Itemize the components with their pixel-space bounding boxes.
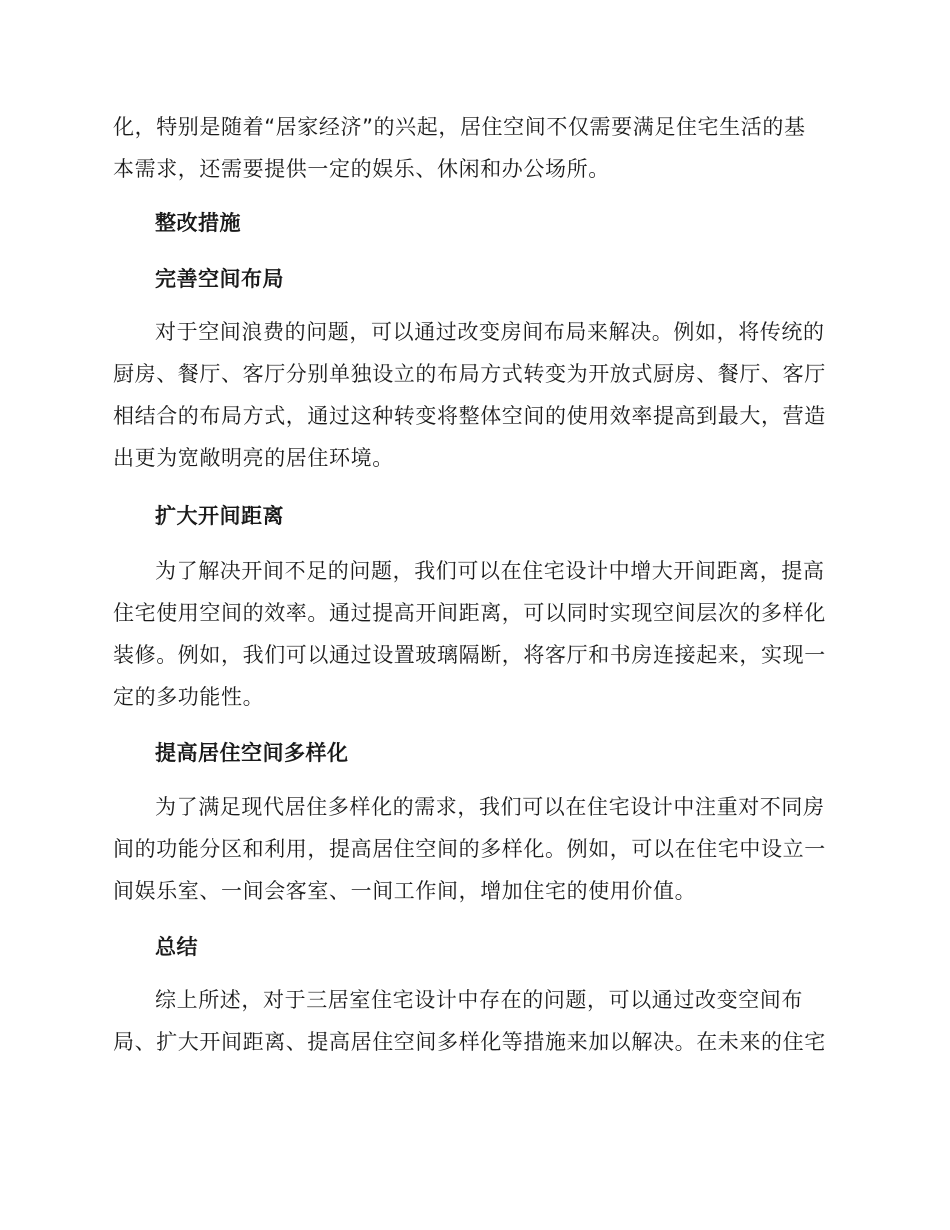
intro-paragraph	[113, 106, 833, 190]
paragraph-line: 对于空间浪费的问题，可以通过改变房间布局来解决。例如，将传统的	[155, 320, 825, 344]
paragraph-line: 为了解决开间不足的问题，我们可以在住宅设计中增大开间距离，提高	[155, 559, 825, 583]
paragraph-line: 装修。例如，我们可以通过设置玻璃隔断，将客厅和书房连接起来，实现一	[113, 643, 826, 667]
layout-paragraph	[113, 311, 833, 479]
diversity-paragraph	[113, 786, 833, 912]
width-paragraph	[113, 550, 833, 718]
paragraph-line: 局、扩大开间距离、提高居住空间多样化等措施来加以解决。在未来的住宅	[113, 1030, 826, 1054]
subsection-heading-layout: 完善空间布局	[155, 267, 284, 291]
paragraph-line: 厨房、餐厅、客厅分别单独设立的布局方式转变为开放式厨房、餐厅、客厅	[113, 362, 826, 386]
paragraph-line: 定的多功能性。	[113, 685, 265, 709]
paragraph-line: 出更为宽敞明亮的居住环境。	[113, 446, 394, 470]
paragraph-line: 住宅使用空间的效率。通过提高开间距离，可以同时实现空间层次的多样化	[113, 601, 826, 625]
paragraph-line: 为了满足现代居住多样化的需求，我们可以在住宅设计中注重对不同房	[155, 795, 825, 819]
section-heading-summary: 总结	[155, 935, 198, 959]
paragraph-line: 间娱乐室、一间会客室、一间工作间，增加住宅的使用价值。	[113, 879, 697, 903]
paragraph-line: 相结合的布局方式，通过这种转变将整体空间的使用效率提高到最大，营造	[113, 404, 826, 428]
paragraph-line: 综上所述，对于三居室住宅设计中存在的问题，可以通过改变空间布	[155, 988, 803, 1012]
paragraph-line: 间的功能分区和利用，提高居住空间的多样化。例如，可以在住宅中设立一	[113, 837, 826, 861]
paragraph-line: 化，特别是随着“居家经济”的兴起，居住空间不仅需要满足住宅生活的基	[113, 115, 806, 139]
summary-paragraph	[113, 979, 833, 1063]
subsection-heading-diversity: 提高居住空间多样化	[155, 741, 349, 765]
subsection-heading-width: 扩大开间距离	[155, 504, 284, 528]
paragraph-line: 本需求，还需要提供一定的娱乐、休闲和办公场所。	[113, 157, 610, 181]
section-heading-measures: 整改措施	[155, 211, 241, 235]
